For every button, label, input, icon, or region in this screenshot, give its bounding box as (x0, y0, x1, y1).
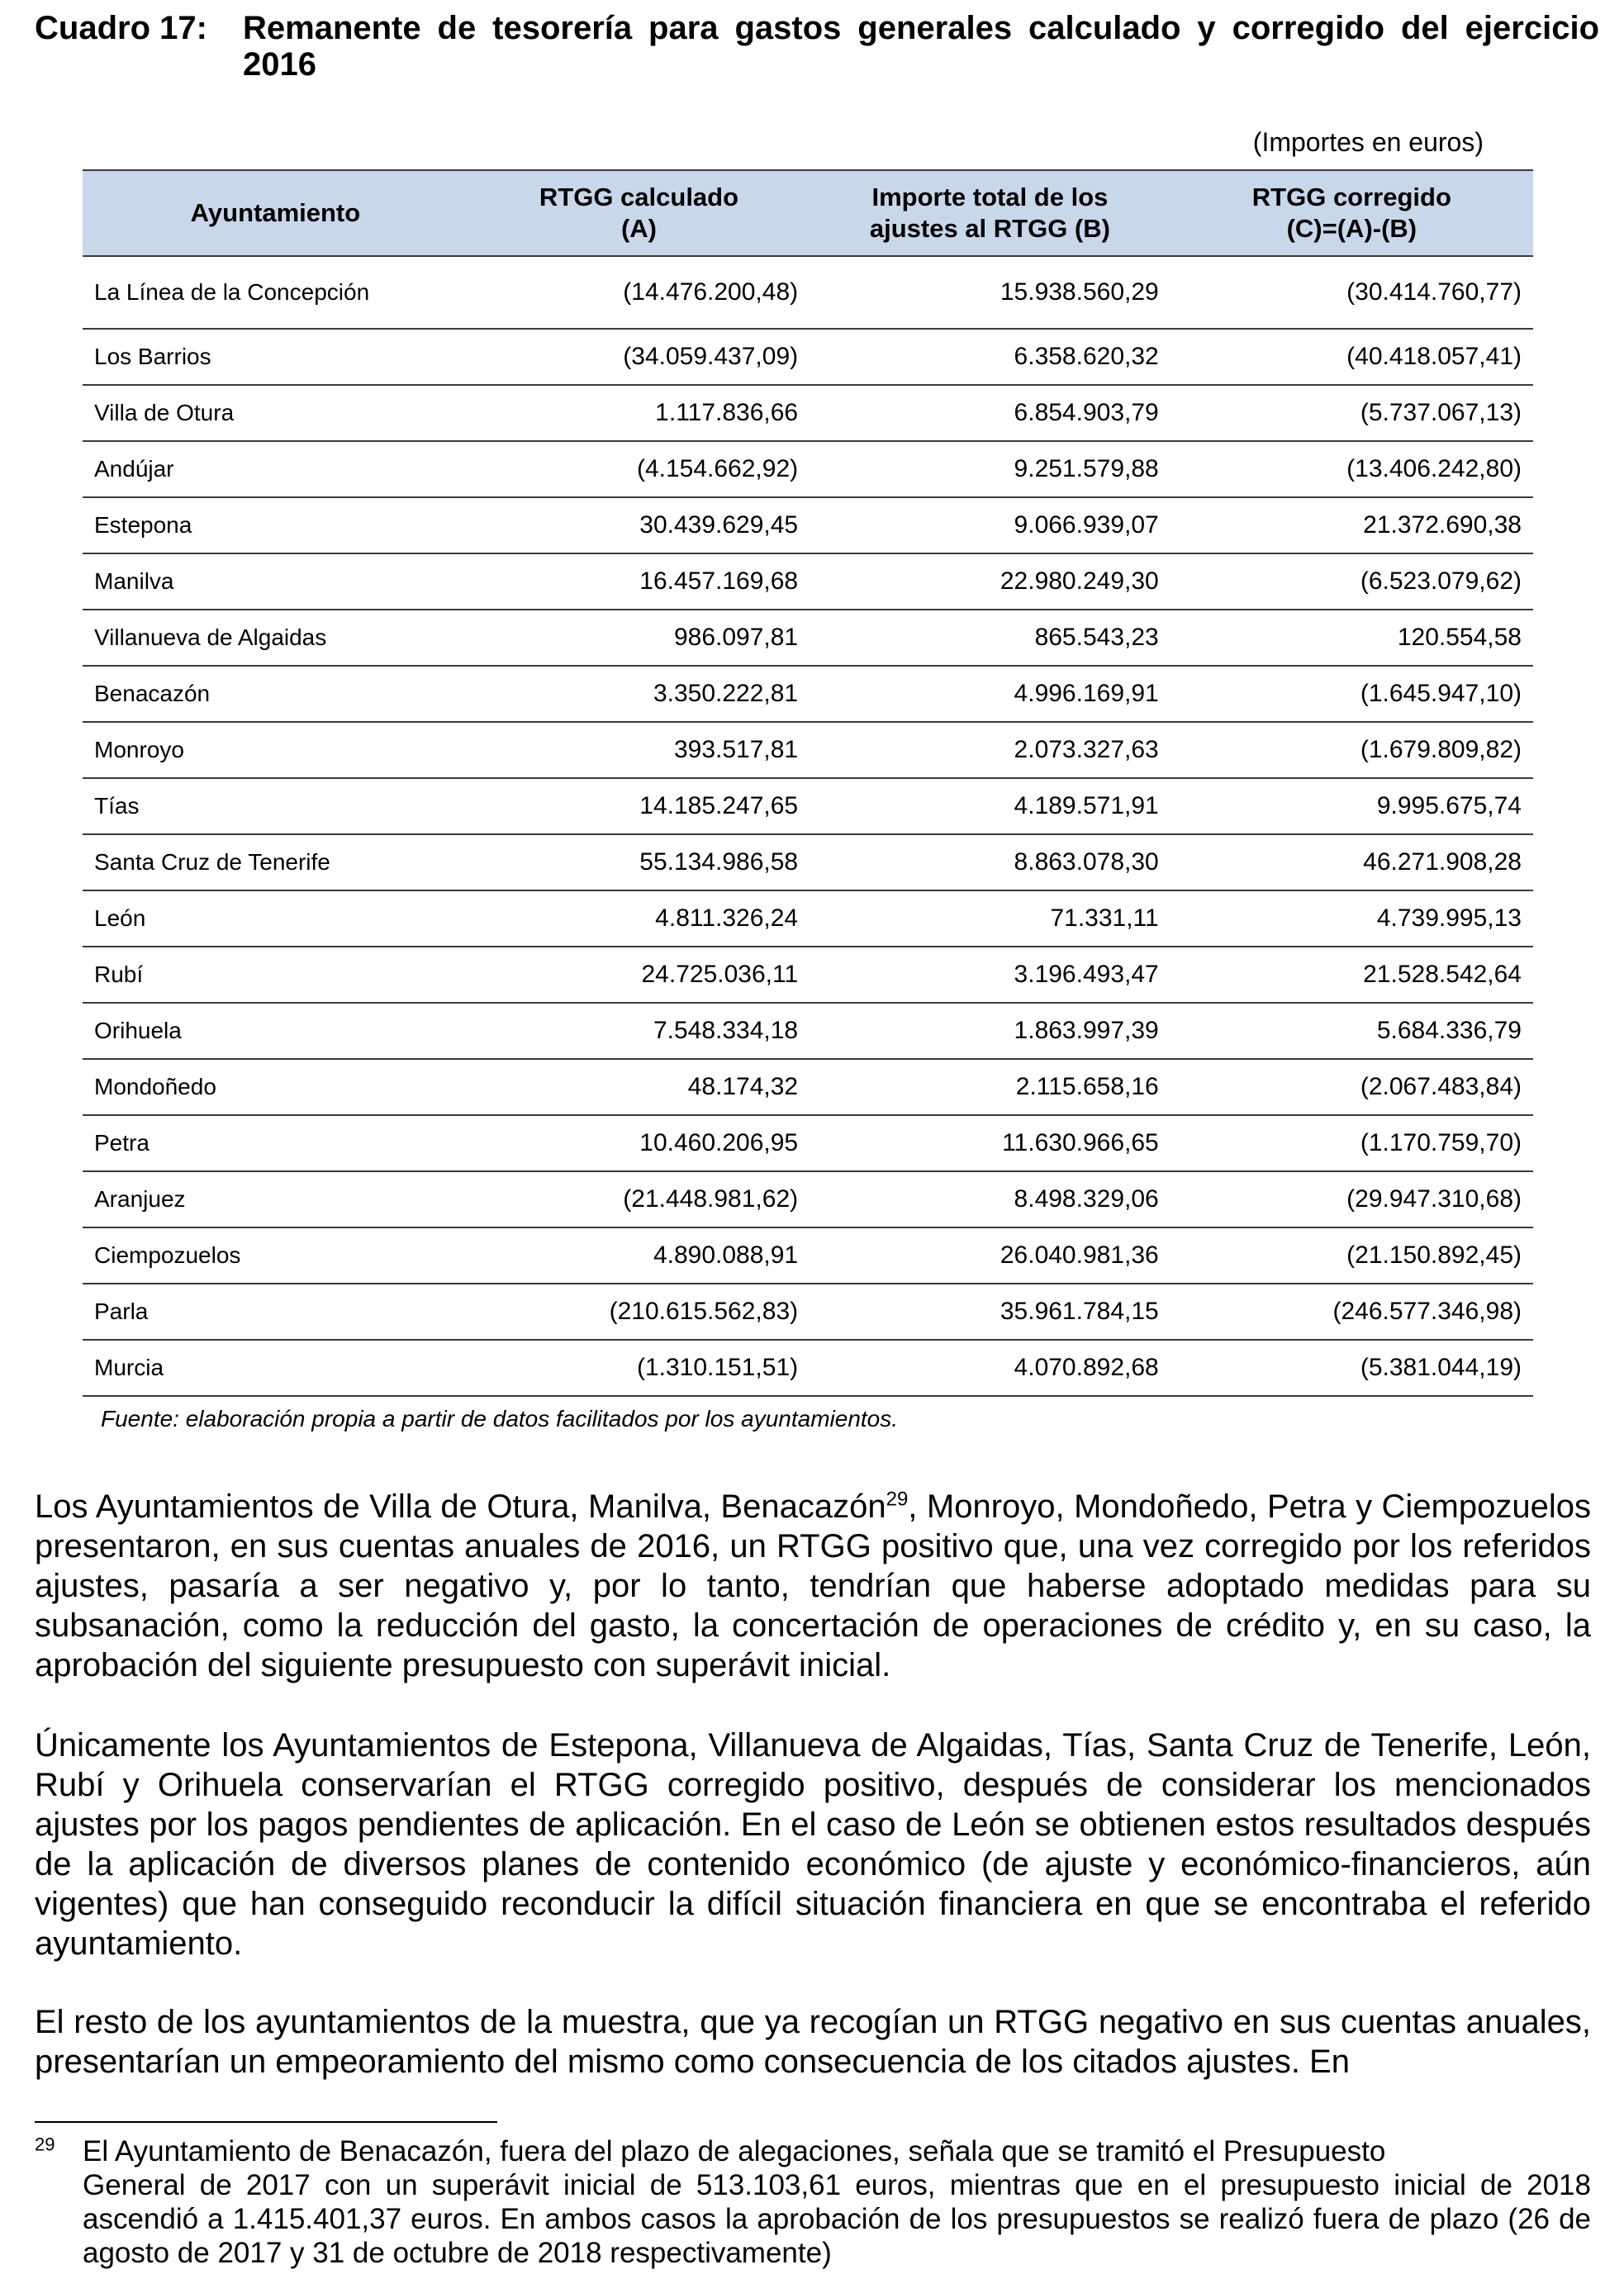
cell-rtgg-calculado: (21.448.981,62) (468, 1171, 810, 1227)
cell-rtgg-calculado: 16.457.169,68 (468, 553, 810, 610)
cell-rtgg-calculado: 30.439.629,45 (468, 497, 810, 553)
caption-label: Cuadro 17: (35, 10, 207, 46)
cell-rtgg-corregido: (21.150.892,45) (1171, 1227, 1533, 1284)
cell-ayuntamiento: Murcia (83, 1340, 468, 1396)
cell-rtgg-corregido: (30.414.760,77) (1171, 256, 1533, 329)
cell-rtgg-calculado: 24.725.036,11 (468, 947, 810, 1003)
cell-importe-ajustes: 3.196.493,47 (810, 947, 1171, 1003)
cell-rtgg-calculado: 48.174,32 (468, 1059, 810, 1115)
cell-importe-ajustes: 9.066.939,07 (810, 497, 1171, 553)
header-rtgg-calculado: RTGG calculado (A) (468, 170, 810, 256)
cell-ayuntamiento: La Línea de la Concepción (83, 256, 468, 329)
cell-importe-ajustes: 4.189.571,91 (810, 778, 1171, 834)
cell-rtgg-corregido: (40.418.057,41) (1171, 329, 1533, 385)
cell-rtgg-corregido: (5.737.067,13) (1171, 385, 1533, 441)
table-row (83, 610, 1533, 666)
cell-rtgg-calculado: 393.517,81 (468, 722, 810, 778)
paragraph-1 (35, 1487, 1591, 1685)
cell-ayuntamiento: Los Barrios (83, 329, 468, 385)
table-row (83, 1227, 1533, 1284)
cell-importe-ajustes: 35.961.784,15 (810, 1284, 1171, 1340)
cell-importe-ajustes: 4.070.892,68 (810, 1340, 1171, 1396)
cell-ayuntamiento: Aranjuez (83, 1171, 468, 1227)
cell-importe-ajustes: 26.040.981,36 (810, 1227, 1171, 1284)
cell-ayuntamiento: Parla (83, 1284, 468, 1340)
cell-rtgg-corregido: 120.554,58 (1171, 610, 1533, 666)
footnote-ref-29[interactable]: 29 (886, 1488, 909, 1511)
table-row (83, 1003, 1533, 1059)
header-ayuntamiento: Ayuntamiento (83, 170, 468, 256)
cell-rtgg-calculado: (4.154.662,92) (468, 441, 810, 497)
cell-ayuntamiento: Villanueva de Algaidas (83, 610, 468, 666)
table-row (83, 778, 1533, 834)
units-note: (Importes en euros) (1252, 127, 1484, 157)
paragraph-3: El resto de los ayuntamientos de la muestra, que ya recogían un RTGG negativo en sus cuentas anuales, presentarían un empeoramiento del mismo como consecuencia de los citados ajustes. En (35, 2004, 1591, 2080)
cell-rtgg-calculado: 10.460.206,95 (468, 1115, 810, 1171)
table-row (83, 1059, 1533, 1115)
cell-rtgg-calculado: 3.350.222,81 (468, 666, 810, 722)
cell-importe-ajustes: 8.863.078,30 (810, 834, 1171, 890)
cell-importe-ajustes: 2.073.327,63 (810, 722, 1171, 778)
table-row (83, 1284, 1533, 1340)
cell-rtgg-corregido: 21.372.690,38 (1171, 497, 1533, 553)
cell-ayuntamiento: León (83, 890, 468, 947)
header-importe-ajustes: Importe total de los ajustes al RTGG (B) (810, 170, 1171, 256)
table-row (83, 553, 1533, 610)
cell-rtgg-calculado: (14.476.200,48) (468, 256, 810, 329)
cell-rtgg-calculado: 4.811.326,24 (468, 890, 810, 947)
table-body (83, 256, 1533, 1396)
table-row (83, 834, 1533, 890)
cell-ayuntamiento: Mondoñedo (83, 1059, 468, 1115)
cell-ayuntamiento: Manilva (83, 553, 468, 610)
cell-rtgg-corregido: (6.523.079,62) (1171, 553, 1533, 610)
cell-ayuntamiento: Benacazón (83, 666, 468, 722)
cell-importe-ajustes: 4.996.169,91 (810, 666, 1171, 722)
cell-importe-ajustes: 11.630.966,65 (810, 1115, 1171, 1171)
cell-rtgg-corregido: (1.645.947,10) (1171, 666, 1533, 722)
cell-importe-ajustes: 2.115.658,16 (810, 1059, 1171, 1115)
cell-rtgg-corregido: 46.271.908,28 (1171, 834, 1533, 890)
cell-ayuntamiento: Villa de Otura (83, 385, 468, 441)
cell-ayuntamiento: Tías (83, 778, 468, 834)
cell-rtgg-corregido: 4.739.995,13 (1171, 890, 1533, 947)
footnote-29 (35, 2134, 1591, 2270)
cell-rtgg-corregido: (246.577.346,98) (1171, 1284, 1533, 1340)
table-row (83, 1171, 1533, 1227)
cell-ayuntamiento: Ciempozuelos (83, 1227, 468, 1284)
cell-rtgg-corregido: (2.067.483,84) (1171, 1059, 1533, 1115)
cell-rtgg-corregido: 9.995.675,74 (1171, 778, 1533, 834)
cell-rtgg-calculado: 55.134.986,58 (468, 834, 810, 890)
cell-ayuntamiento: Petra (83, 1115, 468, 1171)
cell-rtgg-calculado: 1.117.836,66 (468, 385, 810, 441)
cell-importe-ajustes: 6.854.903,79 (810, 385, 1171, 441)
footnote-separator (35, 2121, 497, 2123)
cell-rtgg-calculado: (210.615.562,83) (468, 1284, 810, 1340)
table-source: Fuente: elaboración propia a partir de datos facilitados por los ayuntamientos. (101, 1406, 899, 1431)
footnote-number: 29 (35, 2134, 55, 2155)
caption-title: Remanente de tesorería para gastos generales calculado y corregido del ejercicio 2016 (243, 10, 1599, 83)
cell-rtgg-calculado: (34.059.437,09) (468, 329, 810, 385)
cell-ayuntamiento: Monroyo (83, 722, 468, 778)
cell-rtgg-calculado: 14.185.247,65 (468, 778, 810, 834)
cell-rtgg-calculado: (1.310.151,51) (468, 1340, 810, 1396)
table-row (83, 947, 1533, 1003)
cell-importe-ajustes: 8.498.329,06 (810, 1171, 1171, 1227)
cell-rtgg-corregido: (1.679.809,82) (1171, 722, 1533, 778)
cell-rtgg-corregido: 5.684.336,79 (1171, 1003, 1533, 1059)
table-row (83, 256, 1533, 329)
cell-importe-ajustes: 1.863.997,39 (810, 1003, 1171, 1059)
table-row (83, 497, 1533, 553)
table-row (83, 666, 1533, 722)
table-row (83, 329, 1533, 385)
cell-importe-ajustes: 9.251.579,88 (810, 441, 1171, 497)
table-row (83, 1115, 1533, 1171)
cell-ayuntamiento: Santa Cruz de Tenerife (83, 834, 468, 890)
cell-rtgg-corregido: 21.528.542,64 (1171, 947, 1533, 1003)
cell-ayuntamiento: Estepona (83, 497, 468, 553)
table-row (83, 890, 1533, 947)
table-caption (35, 10, 1604, 83)
footnote-text: El Ayuntamiento de Benacazón, fuera del plazo de alegaciones, señala que se tramitó el Presupuesto General de 2017 con un superávit inicial de 513.103,61 euros, mientras que en el presupuesto inicial de 2018 ascendió a 1.415.401,37 euros. En ambos casos la aprobación de los presupuestos se realizó fuera de plazo (26 de agosto de 2017 y 31 de octubre de 2018 respectivamente) (83, 2135, 1591, 2269)
cell-ayuntamiento: Andújar (83, 441, 468, 497)
paragraph-2: Únicamente los Ayuntamientos de Estepona, Villanueva de Algaidas, Tías, Santa Cruz de Tenerife, León, Rubí y Orihuela conservarían el RTGG corregido positivo, después de considerar los mencionados ajustes por los pagos pendientes de aplicación. En el caso de León se obtienen estos resultados después de la aplicación de diversos planes de contenido económico (de ajuste y económico-financieros, aún vigentes) que han conseguido reconducir la difícil situación financiera en que se encontraba el referido ayuntamiento. (35, 1727, 1591, 1962)
cell-importe-ajustes: 865.543,23 (810, 610, 1171, 666)
header-rtgg-corregido: RTGG corregido (C)=(A)-(B) (1171, 170, 1533, 256)
table-header-row (83, 170, 1533, 256)
cell-importe-ajustes: 6.358.620,32 (810, 329, 1171, 385)
table-row (83, 385, 1533, 441)
cell-rtgg-corregido: (29.947.310,68) (1171, 1171, 1533, 1227)
cell-rtgg-corregido: (1.170.759,70) (1171, 1115, 1533, 1171)
cell-rtgg-corregido: (13.406.242,80) (1171, 441, 1533, 497)
paragraph-1-text-a: Los Ayuntamientos de Villa de Otura, Manilva, Benacazón (35, 1488, 886, 1525)
cell-importe-ajustes: 22.980.249,30 (810, 553, 1171, 610)
cell-rtgg-calculado: 7.548.334,18 (468, 1003, 810, 1059)
cell-ayuntamiento: Rubí (83, 947, 468, 1003)
paragraph-1-text-b: , Monroyo, Mondoñedo, Petra y Ciempozuelos presentaron, en sus cuentas anuales de 2016, un RTGG positivo que, una vez corregido por los referidos ajustes, pasaría a ser negativo y, por lo tanto, tendrían que haberse adoptado medidas para su subsanación, como la reducción del gasto, la concertación de operaciones de crédito y, en su caso, la aprobación del siguiente presupuesto con superávit inicial. (35, 1488, 1591, 1683)
cell-rtgg-calculado: 986.097,81 (468, 610, 810, 666)
table-row (83, 441, 1533, 497)
cell-importe-ajustes: 15.938.560,29 (810, 256, 1171, 329)
cell-importe-ajustes: 71.331,11 (810, 890, 1171, 947)
cell-rtgg-corregido: (5.381.044,19) (1171, 1340, 1533, 1396)
rtgg-table (83, 169, 1533, 1397)
table-row (83, 722, 1533, 778)
cell-ayuntamiento: Orihuela (83, 1003, 468, 1059)
table-row (83, 1340, 1533, 1396)
cell-rtgg-calculado: 4.890.088,91 (468, 1227, 810, 1284)
